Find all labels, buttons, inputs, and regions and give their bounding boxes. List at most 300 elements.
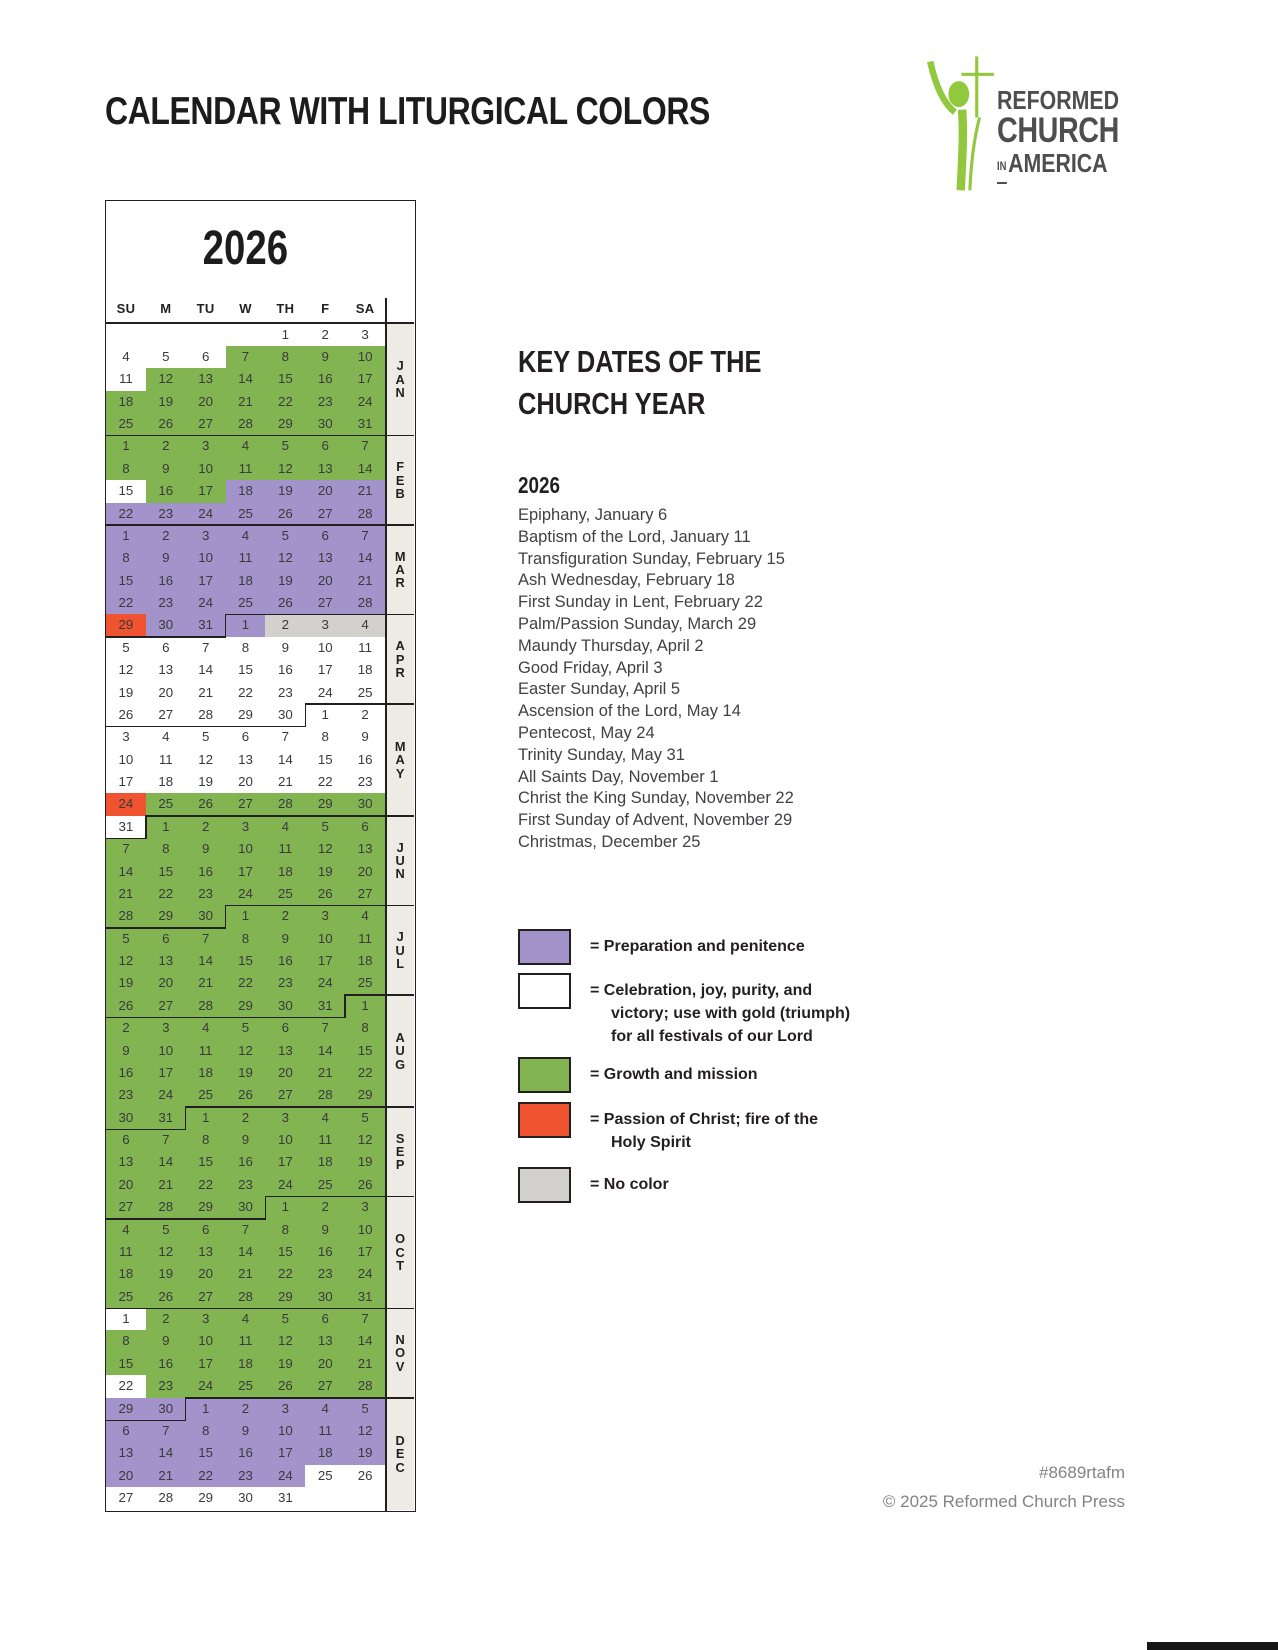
calendar-day-cell: 27 [305, 1375, 345, 1397]
calendar-day-cell: 1 [106, 435, 146, 457]
calendar-day-cell: 18 [186, 1062, 226, 1084]
calendar-day-cell: 6 [106, 1129, 146, 1151]
calendar-day-cell: 9 [265, 928, 305, 950]
calendar-day-cell: 12 [265, 458, 305, 480]
footer-text [883, 1458, 1125, 1516]
calendar-day-cell: 3 [345, 1196, 385, 1218]
calendar-day-cell: 30 [226, 1487, 266, 1509]
footer-code: #8689rtafm [1039, 1463, 1125, 1482]
calendar-day-cell: 11 [345, 928, 385, 950]
calendar-week-row [106, 1353, 385, 1375]
calendar-day-cell: 6 [305, 435, 345, 457]
calendar-day-cell: 5 [186, 726, 226, 748]
calendar-day-cell: 27 [106, 1196, 146, 1218]
calendar-day-cell: 30 [265, 995, 305, 1017]
calendar-day-cell: 5 [265, 525, 305, 547]
calendar-day-cell [106, 324, 146, 346]
calendar-day-cell: 28 [305, 1084, 345, 1106]
calendar-week-row [106, 525, 385, 547]
calendar-day-cell: 11 [106, 1241, 146, 1263]
calendar-day-cell: 12 [106, 659, 146, 681]
calendar-day-cell: 14 [345, 547, 385, 569]
calendar-day-cell: 10 [186, 547, 226, 569]
calendar-day-cell: 2 [146, 525, 186, 547]
calendar-day-cell: 31 [345, 413, 385, 435]
logo-in: IN [997, 152, 1006, 184]
calendar-day-cell: 30 [345, 793, 385, 815]
calendar-day-cell: 25 [106, 413, 146, 435]
calendar-day-cell: 13 [305, 458, 345, 480]
calendar-week-row [106, 1219, 385, 1241]
calendar-week-row [106, 324, 385, 346]
calendar-day-cell: 5 [146, 1219, 186, 1241]
calendar-day-cell: 22 [186, 1174, 226, 1196]
calendar-day-cell: 25 [226, 503, 266, 525]
calendar-day-cell: 21 [226, 1263, 266, 1285]
legend-label: = Preparation and penitence [590, 938, 805, 955]
calendar-day-cell: 28 [345, 1375, 385, 1397]
key-date-item: First Sunday of Advent, November 29 [518, 811, 793, 830]
calendar-day-cell: 11 [305, 1129, 345, 1151]
calendar-day-cell: 18 [226, 480, 266, 502]
calendar-day-cell: 19 [265, 570, 305, 592]
calendar-day-cell: 25 [226, 592, 266, 614]
calendar-day-cell: 17 [226, 861, 266, 883]
calendar-week-row [106, 726, 385, 748]
calendar-day-cell: 26 [226, 1084, 266, 1106]
calendar-day-cell: 5 [265, 1308, 305, 1330]
calendar-day-cell: 16 [305, 368, 345, 390]
calendar-day-cell: 7 [265, 726, 305, 748]
calendar-day-cell: 20 [146, 682, 186, 704]
calendar-day-cell: 6 [106, 1420, 146, 1442]
calendar-day-cell: 16 [146, 1353, 186, 1375]
key-date-item: Christmas, December 25 [518, 832, 701, 851]
calendar-day-cell: 30 [146, 614, 186, 636]
calendar-week-row [106, 771, 385, 793]
calendar-day-cell: 16 [226, 1151, 266, 1173]
calendar-day-cell: 20 [146, 972, 186, 994]
calendar-day-cell: 8 [305, 726, 345, 748]
calendar-day-cell: 6 [305, 525, 345, 547]
calendar-day-cell [345, 1487, 385, 1509]
calendar-day-cell: 3 [265, 1398, 305, 1420]
calendar-day-cell: 6 [146, 928, 186, 950]
calendar-day-cell: 15 [226, 950, 266, 972]
calendar-day-cell: 17 [146, 1062, 186, 1084]
calendar-week-row [106, 480, 385, 502]
calendar-day-cell: 28 [106, 905, 146, 927]
calendar-day-cell: 29 [305, 793, 345, 815]
calendar-grid [106, 324, 385, 1510]
calendar-day-cell: 4 [146, 726, 186, 748]
calendar-day-cell [305, 1487, 345, 1509]
calendar-day-cell: 20 [186, 391, 226, 413]
calendar-day-cell: 18 [226, 570, 266, 592]
calendar-day-cell: 8 [106, 1330, 146, 1352]
calendar-day-cell: 5 [345, 1398, 385, 1420]
calendar-week-row [106, 905, 385, 927]
calendar-day-cell: 1 [345, 995, 385, 1017]
calendar-day-cell: 14 [106, 861, 146, 883]
calendar-day-cell: 11 [345, 637, 385, 659]
calendar-day-cell: 2 [226, 1107, 266, 1129]
calendar-week-row [106, 1040, 385, 1062]
calendar-day-cell: 24 [186, 1375, 226, 1397]
calendar-day-cell: 27 [305, 503, 345, 525]
calendar-day-cell: 30 [186, 905, 226, 927]
calendar-day-cell: 7 [305, 1017, 345, 1039]
key-date-item: Transfiguration Sunday, February 15 [518, 549, 785, 568]
calendar-day-cell: 25 [345, 972, 385, 994]
calendar-day-cell: 24 [265, 1174, 305, 1196]
calendar-day-cell: 13 [226, 749, 266, 771]
calendar-year: 2026 [202, 222, 289, 275]
calendar-day-cell: 21 [146, 1174, 186, 1196]
logo-church: CHURCH [997, 111, 1119, 150]
calendar-day-cell: 1 [146, 816, 186, 838]
calendar-day-cell: 21 [106, 883, 146, 905]
calendar-day-cell: 8 [186, 1420, 226, 1442]
calendar-day-cell: 24 [186, 592, 226, 614]
calendar-day-cell: 4 [106, 346, 146, 368]
calendar-day-cell: 26 [305, 883, 345, 905]
calendar-day-cell: 2 [146, 435, 186, 457]
calendar-day-cell: 9 [226, 1129, 266, 1151]
calendar-day-cell: 9 [305, 346, 345, 368]
calendar-day-cell: 6 [146, 637, 186, 659]
calendar-day-cell: 18 [106, 391, 146, 413]
calendar-day-cell: 3 [345, 324, 385, 346]
calendar-day-cell: 8 [226, 928, 266, 950]
calendar-day-cell: 27 [186, 1286, 226, 1308]
calendar-day-cell: 18 [345, 659, 385, 681]
calendar-day-cell: 1 [106, 1308, 146, 1330]
calendar-day-cell: 25 [345, 682, 385, 704]
calendar-day-cell: 15 [226, 659, 266, 681]
calendar-day-cell: 16 [186, 861, 226, 883]
calendar-day-cell: 20 [106, 1465, 146, 1487]
calendar-day-cell: 22 [226, 972, 266, 994]
calendar-day-cell: 23 [305, 1263, 345, 1285]
calendar-day-cell: 3 [265, 1107, 305, 1129]
calendar-day-cell: 26 [146, 1286, 186, 1308]
calendar-day-cell: 13 [265, 1040, 305, 1062]
calendar-day-cell: 8 [265, 346, 305, 368]
calendar-day-cell: 22 [265, 391, 305, 413]
legend-swatch-celebration [518, 973, 571, 1009]
calendar-day-cell: 4 [345, 614, 385, 636]
calendar-day-cell: 9 [226, 1420, 266, 1442]
key-date-item: First Sunday in Lent, February 22 [518, 593, 763, 612]
calendar-day-cell: 13 [146, 950, 186, 972]
calendar-day-cell: 6 [345, 816, 385, 838]
calendar-day-cell: 10 [186, 1330, 226, 1352]
calendar-day-cell: 23 [226, 1465, 266, 1487]
month-label-nov: N O V [395, 1332, 406, 1374]
calendar-day-cell: 23 [146, 1375, 186, 1397]
calendar-day-cell: 28 [265, 793, 305, 815]
calendar-day-cell: 15 [265, 1241, 305, 1263]
calendar-day-cell: 24 [265, 1465, 305, 1487]
calendar-day-cell: 2 [106, 1017, 146, 1039]
calendar-week-row [106, 1465, 385, 1487]
calendar-day-cell: 7 [345, 1308, 385, 1330]
calendar-day-cell: 28 [345, 503, 385, 525]
calendar-day-cell: 4 [226, 1308, 266, 1330]
calendar-day-cell: 4 [186, 1017, 226, 1039]
calendar-day-cell: 31 [186, 614, 226, 636]
calendar-day-cell: 28 [345, 592, 385, 614]
calendar-week-row [106, 1398, 385, 1420]
calendar-day-cell: 13 [146, 659, 186, 681]
calendar-day-cell: 16 [345, 749, 385, 771]
calendar-day-cell: 31 [305, 995, 345, 1017]
calendar-day-cell: 6 [305, 1308, 345, 1330]
calendar-day-cell: 19 [106, 682, 146, 704]
calendar-day-cell: 17 [345, 1241, 385, 1263]
calendar-week-row [106, 570, 385, 592]
calendar-day-cell: 21 [186, 682, 226, 704]
calendar-day-cell: 1 [226, 905, 266, 927]
logo-reformed: REFORMED [997, 85, 1120, 115]
calendar-day-cell: 7 [146, 1420, 186, 1442]
calendar-day-cell: 19 [146, 1263, 186, 1285]
calendar-day-cell: 18 [226, 1353, 266, 1375]
calendar-day-cell: 10 [146, 1040, 186, 1062]
calendar-week-row [106, 1330, 385, 1352]
calendar-week-row [106, 995, 385, 1017]
calendar-day-cell: 10 [345, 1219, 385, 1241]
calendar-day-cell: 17 [265, 1442, 305, 1464]
calendar-day-cell: 7 [186, 637, 226, 659]
calendar-day-cell: 20 [345, 861, 385, 883]
calendar-week-row [106, 950, 385, 972]
calendar-week-row [106, 1062, 385, 1084]
calendar-day-cell: 28 [226, 1286, 266, 1308]
calendar-day-cell: 23 [265, 972, 305, 994]
calendar-day-cell: 17 [305, 950, 345, 972]
calendar-day-cell: 9 [146, 547, 186, 569]
calendar-day-cell: 8 [106, 547, 146, 569]
calendar-day-cell: 18 [305, 1442, 345, 1464]
calendar-day-cell: 24 [345, 1263, 385, 1285]
month-label-mar: M A R [394, 548, 406, 591]
calendar-day-cell: 12 [146, 368, 186, 390]
calendar-day-cell: 20 [265, 1062, 305, 1084]
calendar-day-cell: 26 [146, 413, 186, 435]
key-date-item: Epiphany, January 6 [518, 506, 668, 524]
calendar-day-cell: 9 [305, 1219, 345, 1241]
calendar-week-row [106, 503, 385, 525]
key-date-item: Ash Wednesday, February 18 [518, 571, 735, 590]
calendar-day-cell: 10 [265, 1420, 305, 1442]
calendar-day-cell: 27 [146, 704, 186, 726]
calendar-week-row [106, 1487, 385, 1509]
calendar-day-cell: 19 [345, 1442, 385, 1464]
calendar-day-cell [226, 324, 266, 346]
calendar-day-cell: 1 [106, 525, 146, 547]
calendar-day-cell: 24 [226, 883, 266, 905]
calendar-day-cell: 15 [106, 1353, 146, 1375]
legend-swatch-preparation [518, 929, 571, 965]
calendar-day-cell: 18 [106, 1263, 146, 1285]
calendar-day-cell: 1 [186, 1398, 226, 1420]
calendar-week-row [106, 637, 385, 659]
calendar-day-cell: 3 [146, 1017, 186, 1039]
calendar-day-cell: 8 [226, 637, 266, 659]
calendar-day-cell: 8 [186, 1129, 226, 1151]
key-dates-year: 2026 [518, 472, 560, 498]
calendar-day-cell: 21 [265, 771, 305, 793]
calendar-day-cell: 9 [265, 637, 305, 659]
calendar-day-cell: 17 [186, 1353, 226, 1375]
calendar-day-cell: 18 [265, 861, 305, 883]
calendar-day-cell: 29 [106, 614, 146, 636]
key-dates-list [518, 505, 794, 854]
calendar-day-cell: 16 [305, 1241, 345, 1263]
calendar-day-cell: 22 [265, 1263, 305, 1285]
calendar-day-cell: 13 [186, 368, 226, 390]
calendar-day-cell: 19 [305, 861, 345, 883]
calendar-day-cell: 30 [226, 1196, 266, 1218]
calendar-day-cell: 23 [305, 391, 345, 413]
calendar-day-cell: 29 [146, 905, 186, 927]
calendar-week-row [106, 614, 385, 636]
calendar-day-cell: 2 [345, 704, 385, 726]
calendar-day-cell: 15 [106, 570, 146, 592]
calendar-day-cell: 31 [265, 1487, 305, 1509]
calendar-day-cell: 7 [106, 838, 146, 860]
calendar-day-cell: 12 [265, 1330, 305, 1352]
calendar-day-cell: 11 [226, 1330, 266, 1352]
calendar-day-cell: 22 [146, 883, 186, 905]
calendar-day-cell: 14 [305, 1040, 345, 1062]
calendar-day-cell: 23 [226, 1174, 266, 1196]
calendar-day-cell: 22 [106, 503, 146, 525]
key-date-item: All Saints Day, November 1 [518, 767, 719, 786]
calendar-day-cell: 21 [345, 1353, 385, 1375]
calendar-day-cell: 14 [146, 1442, 186, 1464]
footer-copyright: © 2025 Reformed Church Press [882, 1492, 1125, 1511]
calendar-day-cell: 26 [345, 1465, 385, 1487]
calendar-week-row [106, 1286, 385, 1308]
calendar-day-cell: 8 [265, 1219, 305, 1241]
calendar-day-cell: 28 [146, 1487, 186, 1509]
calendar-day-cell: 5 [106, 928, 146, 950]
calendar-day-cell: 10 [305, 637, 345, 659]
calendar-day-cell: 16 [146, 480, 186, 502]
key-date-item: Christ the King Sunday, November 22 [518, 789, 794, 808]
calendar-day-cell: 4 [305, 1107, 345, 1129]
calendar-day-cell: 20 [226, 771, 266, 793]
calendar-day-cell: 13 [305, 1330, 345, 1352]
legend-label: = Celebration, joy, purity, and victory; use with gold (triumph) for all festivals of our Lord [590, 982, 851, 1045]
calendar-day-cell: 27 [345, 883, 385, 905]
calendar-week-row [106, 1107, 385, 1129]
calendar-day-cell: 25 [186, 1084, 226, 1106]
calendar-day-cell: 20 [106, 1174, 146, 1196]
calendar-day-cell: 23 [265, 682, 305, 704]
month-label-feb: F E B [395, 459, 405, 501]
calendar-day-cell: 29 [265, 1286, 305, 1308]
month-label-jul: J U L [395, 929, 405, 971]
calendar-day-cell: 24 [106, 793, 146, 815]
legend-label: = Passion of Christ; fire of the Holy Spirit [590, 1111, 819, 1151]
calendar-day-cell: 31 [345, 1286, 385, 1308]
calendar-week-row [106, 592, 385, 614]
calendar-day-cell: 16 [106, 1062, 146, 1084]
calendar-day-cell: 10 [305, 928, 345, 950]
calendar-day-cell: 14 [226, 368, 266, 390]
calendar-day-cell: 11 [265, 838, 305, 860]
calendar-day-cell: 11 [186, 1040, 226, 1062]
calendar-day-cell: 24 [345, 391, 385, 413]
calendar-day-cell: 1 [305, 704, 345, 726]
calendar-week-row [106, 435, 385, 457]
calendar-week-row [106, 1308, 385, 1330]
calendar-day-cell: 16 [146, 570, 186, 592]
calendar-day-cell: 6 [226, 726, 266, 748]
calendar-day-cell: 21 [186, 972, 226, 994]
calendar-day-cell: 24 [186, 503, 226, 525]
calendar-day-cell: 16 [265, 950, 305, 972]
calendar-day-cell: 19 [106, 972, 146, 994]
calendar-day-cell: 17 [305, 659, 345, 681]
calendar-day-cell: 27 [186, 413, 226, 435]
calendar-day-cell: 6 [186, 346, 226, 368]
calendar-day-cell: 27 [265, 1084, 305, 1106]
calendar-day-cell: 26 [345, 1174, 385, 1196]
month-label-aug: A U G [395, 1029, 406, 1072]
calendar-day-cell: 31 [106, 816, 146, 838]
calendar-day-cell: 12 [146, 1241, 186, 1263]
legend-swatch-growth [518, 1057, 571, 1093]
key-dates-heading: KEY DATES OF THE CHURCH YEAR [518, 344, 762, 421]
calendar-day-cell: 15 [345, 1040, 385, 1062]
month-label-jan: J A N [395, 358, 405, 401]
calendar-day-cell: 29 [186, 1487, 226, 1509]
calendar-week-row [106, 1375, 385, 1397]
month-label-oct: O C T [395, 1231, 406, 1274]
calendar-day-cell: 5 [226, 1017, 266, 1039]
key-date-item: Pentecost, May 24 [518, 723, 655, 742]
calendar-day-cell: 15 [305, 749, 345, 771]
calendar-day-cell: 15 [146, 861, 186, 883]
calendar-day-cell: 3 [186, 525, 226, 547]
calendar-day-cell: 18 [345, 950, 385, 972]
calendar-day-cell: 2 [265, 905, 305, 927]
calendar-day-cell: 19 [345, 1151, 385, 1173]
calendar-day-cell: 28 [226, 413, 266, 435]
calendar-day-cell: 1 [186, 1107, 226, 1129]
calendar-day-cell: 1 [265, 324, 305, 346]
calendar-day-cell: 22 [106, 592, 146, 614]
day-header: SA [355, 301, 375, 316]
calendar-week-row [106, 1420, 385, 1442]
calendar-day-cell: 14 [146, 1151, 186, 1173]
calendar-day-cell: 2 [265, 614, 305, 636]
calendar-day-cell: 29 [186, 1196, 226, 1218]
key-date-item: Maundy Thursday, April 2 [518, 636, 704, 655]
calendar-day-cell: 13 [345, 838, 385, 860]
calendar-day-cell: 4 [226, 435, 266, 457]
calendar-day-cell: 25 [226, 1375, 266, 1397]
calendar-day-cell: 20 [305, 1353, 345, 1375]
calendar-day-cell: 11 [226, 458, 266, 480]
calendar [105, 200, 416, 1512]
calendar-day-cell: 2 [305, 1196, 345, 1218]
